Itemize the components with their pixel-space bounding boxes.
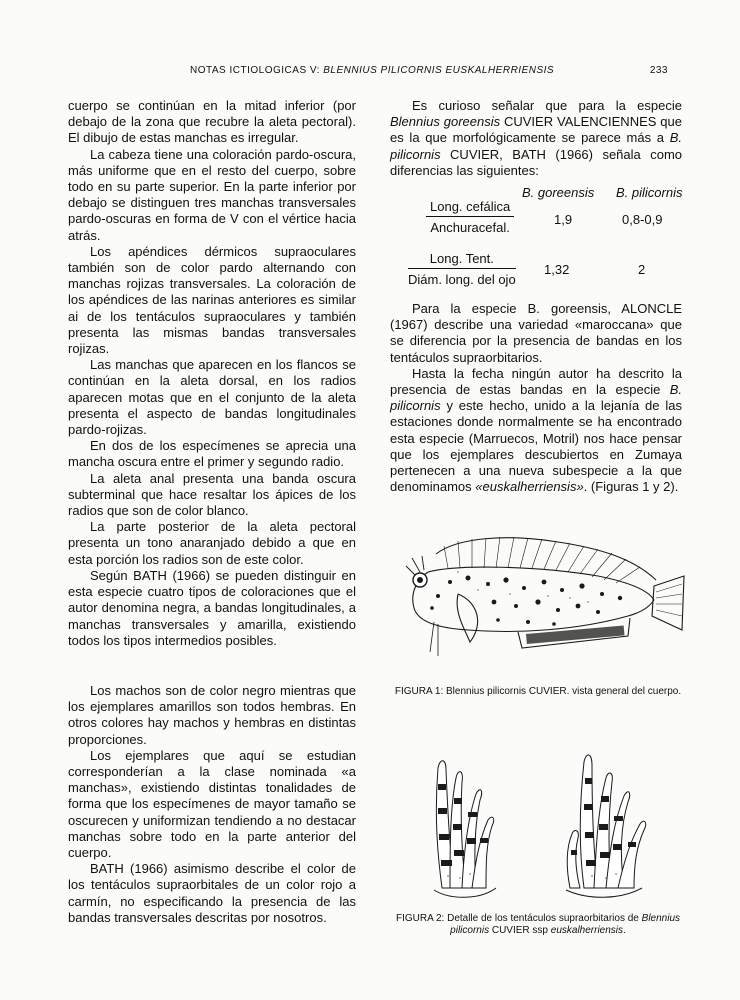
tentacles-illustration	[420, 738, 680, 900]
left-column	[68, 98, 356, 649]
paragraph: Las manchas que aparecen en los flancos se continúan en la aleta dorsal, en los radios aparecen motas que en el conjunto de la aleta presenta el aspecto de bandas longitudinales pardo-rojizas.	[68, 357, 356, 438]
right-column	[390, 98, 682, 179]
fish-illustration	[398, 532, 688, 662]
table-cell: 0,8-0,9	[622, 212, 663, 227]
table-header: B. goreensis	[522, 185, 595, 200]
tail-fin	[652, 576, 684, 630]
figure-1-caption: FIGURA 1: Blennius pilicornis CUVIER. vista general del cuerpo.	[394, 686, 682, 697]
paragraph: Hasta la fecha ningún autor ha descrito la presencia de estas bandas en la especie B. pilicornis y este hecho, unido a la lejanía de las estaciones donde normalmente se ha encontrado esta especie (Marruecos, Motril) nos hace pensar que los ejemplares descubiertos en Zumaya pertenecen a una nueva subespecie a la que denominamos «euskalherriensis». (Figuras 1 y 2).	[390, 365, 682, 495]
paragraph: Para la especie B. goreensis, ALONCLE (1967) describe una variedad «maroccana» que se diferencia por la presencia de bandas en los tentáculos supraorbitarios.	[390, 301, 682, 365]
paragraph: La cabeza tiene una coloración pardo-oscura, más uniforme que en el resto del cuerpo, sobre todo en su parte superior. En la parte inferior por debajo se distinguen tres manchas transversales pardo-oscuras en forma de V con el vértice hacia atrás.	[68, 146, 356, 243]
left-column-continued	[68, 683, 356, 926]
paragraph: BATH (1966) asimismo describe el color de los tentáculos supraorbitales de un color rojo a carmín, no especificando la presencia de las bandas transversales descritas por nosotros.	[68, 861, 356, 925]
ratio-fraction: Long. Tent. Diám. long. del ojo	[408, 251, 516, 287]
paragraph: La aleta anal presenta una banda oscura subterminal que hace resaltar los ápices de los radios que son de color blanco.	[68, 470, 356, 519]
ratio-fraction: Long. cefálica Anchuracefal.	[426, 199, 514, 235]
page-number: 233	[649, 65, 668, 76]
paragraph: cuerpo se continúan en la mitad inferior (por debajo de la zona que recubre la aleta pectoral). El dibujo de estas manchas es irregular.	[68, 98, 356, 146]
paragraph: Según BATH (1966) se pueden distinguir en esta especie cuatro tipos de coloraciones que el autor denomina negra, a bandas longitudinales, a manchas transversales y amarilla, existiendo todos los tipos intermedios posibles.	[68, 567, 356, 648]
paragraph: Los machos son de color negro mientras que los ejemplares amarillos son todos hembras. En otros colores hay machos y hembras en distintas proporciones.	[68, 683, 356, 747]
figure-2-caption: FIGURA 2: Detalle de los tentáculos supraorbitarios de Blennius pilicornis CUVIER ssp euskalherriensis.	[395, 913, 681, 936]
paragraph: Los apéndices dérmicos supraoculares también son de color pardo alternando con manchas rojizas transversales. La coloración de los apéndices de las narinas anteriores es similar ai de los tentáculos supraoculares y también presenta las mismas bandas transversales rojizas.	[68, 243, 356, 357]
table-header: B. pilicornis	[616, 185, 683, 200]
body-spots	[430, 576, 622, 626]
dorsal-fin-outline	[436, 538, 656, 580]
paragraph: Es curioso señalar que para la especie Blennius goreensis CUVIER VALENCIENNES que es la que morfológicamente se parece más a B. pilicornis CUVIER, BATH (1966) señala como diferencias las siguientes:	[390, 98, 682, 178]
table-cell: 2	[638, 262, 646, 277]
paragraph: Los ejemplares que aquí se estudian corresponderían a la clase nominada «a manchas», existiendo distintas tonalidades de forma que los especímenes de mayor tamaño se oscurecen y uniformizan tendiendo a no destacar manchas sobre todo en la parte anterior del cuerpo.	[68, 747, 356, 861]
paragraph: En dos de los especímenes se aprecia una mancha oscura entre el primer y segundo radio.	[68, 438, 356, 470]
paragraph: La parte posterior de la aleta pectoral presenta un tono anaranjado debido a que en esta porción los radios son de este color.	[68, 519, 356, 567]
table-cell: 1,32	[544, 262, 570, 277]
pectoral-fin	[457, 594, 478, 642]
running-title: NOTAS ICTIOLOGICAS V: BLENNIUS PILICORNIS EUSKALHERRIENSIS	[190, 65, 555, 76]
table-cell: 1,9	[554, 212, 573, 227]
right-column-continued	[390, 301, 682, 495]
